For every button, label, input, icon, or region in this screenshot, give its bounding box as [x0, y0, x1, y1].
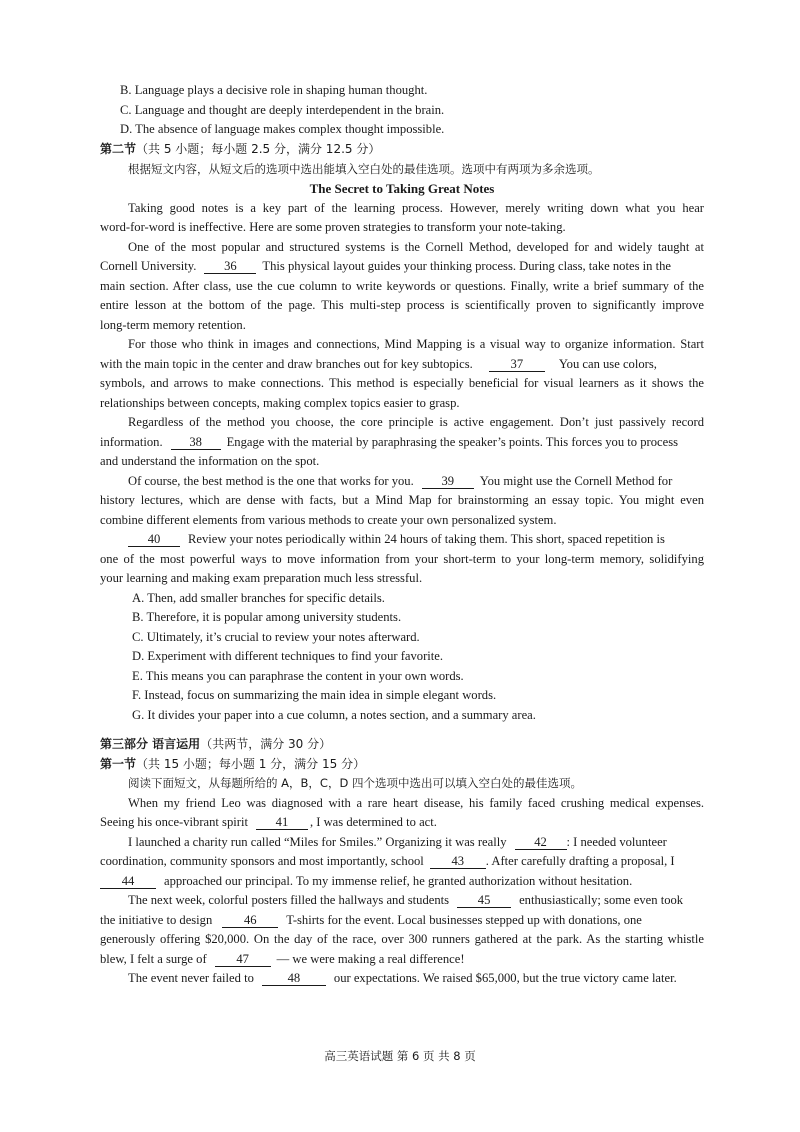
section2-instruction: 根据短文内容，从短文后的选项中选出能填入空白处的最佳选项。选项中有两项为多余选项。 [128, 162, 600, 176]
cloze-line [100, 872, 704, 890]
cloze-text: Seeing his once-vibrant spirit [100, 815, 248, 829]
passage-line: Taking good notes is a key part of the learning process. However, merely writing down what you hear [128, 201, 704, 215]
option-g: G. It divides your paper into a cue column, a notes section, and a summary area. [132, 708, 536, 722]
option-c: C. Ultimately, it’s crucial to review your notes afterward. [132, 630, 420, 644]
answer-blank: 47 [215, 952, 271, 967]
passage-line [128, 530, 704, 548]
passage-text: Review your notes periodically within 24 hours of taking them. This short, spaced repetition is [188, 532, 665, 546]
page-footer: 高三英语试题 第 6 页 共 8 页 [324, 1049, 476, 1063]
passage-text: with the main topic in the center and draw branches out for key subtopics. [100, 357, 473, 371]
cloze-line [128, 969, 704, 987]
answer-blank: 42 [515, 835, 567, 850]
passage-line: Regardless of the method you choose, the core principle is active engagement. Don’t just passively record [128, 415, 704, 429]
cloze-text: : I needed volunteer [566, 835, 667, 849]
section2-heading-label: 第二节 [100, 142, 137, 156]
passage-text: You can use colors, [558, 357, 657, 371]
cloze-text: enthusiastically; some even took [519, 893, 684, 907]
passage-line [100, 433, 704, 451]
answer-blank: 48 [262, 971, 326, 986]
answer-blank: 41 [256, 815, 308, 830]
cloze-text: T-shirts for the event. Local businesses stepped up with donations, one [286, 913, 642, 927]
answer-blank: 37 [489, 357, 545, 372]
prev-option-b: B. Language plays a decisive role in shaping human thought. [120, 83, 428, 97]
passage-line [100, 355, 704, 373]
passage-line: main section. After class, use the cue column to write keywords or questions. Finally, write a brief summary of the [100, 279, 704, 293]
part3-heading-label: 第三部分 语言运用 [100, 737, 201, 751]
option-b: B. Therefore, it is popular among university students. [132, 610, 402, 624]
passage-line [128, 472, 704, 490]
cloze-line [128, 891, 704, 909]
passage-line: history lectures, which are dense with facts, but a Mind Map for brainstorming an essay topic. You might even [100, 493, 704, 507]
passage-text: information. [100, 435, 163, 449]
passage-line: one of the most powerful ways to move information from your short-term to your long-term memory, solidifying [100, 552, 704, 566]
option-d: D. Experiment with different techniques to find your favorite. [132, 649, 444, 663]
cloze-text: coordination, community sponsors and most importantly, school [100, 854, 424, 868]
cloze-line: generously offering $20,000. On the day of the race, over 300 runners gathered at the park. As the starting whistle [100, 932, 704, 946]
answer-blank: 43 [430, 854, 486, 869]
option-f: F. Instead, focus on summarizing the main idea in simple elegant words. [132, 688, 497, 702]
cloze-text: approached our principal. To my immense relief, he granted authorization without hesitation. [164, 874, 633, 888]
cloze-line [128, 833, 704, 851]
cloze-line: When my friend Leo was diagnosed with a rare heart disease, his family faced crushing medical expenses. [128, 796, 704, 810]
answer-blank: 40 [128, 532, 180, 547]
cloze-text: blew, I felt a surge of [100, 952, 207, 966]
passage-text: Of course, the best method is the one that works for you. [128, 474, 414, 488]
passage-text: Engage with the material by paraphrasing the speaker’s points. This forces you to process [226, 435, 678, 449]
passage-line: One of the most popular and structured systems is the Cornell Method, developed for and widely taught at [128, 240, 704, 254]
passage-line: relationships between concepts, making complex topics easier to grasp. [100, 396, 460, 410]
part3-info: （共两节，满分 30 分） [200, 737, 332, 751]
cloze-text: — we were making a real difference! [276, 952, 465, 966]
answer-blank: 46 [222, 913, 278, 928]
section2-heading [100, 140, 704, 158]
part3-heading [100, 735, 704, 753]
cloze-text: , I was determined to act. [309, 815, 437, 829]
option-a: A. Then, add smaller branches for specific details. [132, 591, 385, 605]
passage-line: combine different elements from various methods to create your own personalized system. [100, 513, 557, 527]
answer-blank: 45 [457, 893, 511, 908]
cloze-text: the initiative to design [100, 913, 213, 927]
part3-section1-info: （共 15 小题；每小题 1 分，满分 15 分） [136, 757, 366, 771]
passage-line: symbols, and arrows to make connections. This method is especially beneficial for visual learners as it shows the [100, 376, 704, 390]
passage-line: entire lesson at the bottom of the page. This multi-step process is scientifically proven to significantly improve [100, 298, 704, 312]
cloze-line [100, 950, 704, 968]
cloze-line [100, 813, 704, 831]
passage-line: word-for-word is ineffective. Here are some proven strategies to transform your note-taking. [100, 220, 566, 234]
passage-line [100, 257, 704, 275]
cloze-text: The event never failed to [128, 971, 254, 985]
cloze-text: . After carefully drafting a proposal, I [485, 854, 675, 868]
answer-blank: 36 [204, 259, 256, 274]
option-e: E. This means you can paraphrase the content in your own words. [132, 669, 464, 683]
answer-blank: 38 [171, 435, 221, 450]
part3-instruction: 阅读下面短文，从每题所给的 A，B，C，D 四个选项中选出可以填入空白处的最佳选项。 [128, 776, 582, 790]
cloze-text: our expectations. We raised $65,000, but the true victory came later. [333, 971, 677, 985]
passage-title: The Secret to Taking Great Notes [309, 181, 495, 196]
part3-section1-label: 第一节 [100, 757, 137, 771]
cloze-line [100, 852, 704, 870]
section2-info: （共 5 小题；每小题 2.5 分，满分 12.5 分） [136, 142, 381, 156]
passage-line: your learning and making exam preparation much less stressful. [100, 571, 423, 585]
prev-option-d: D. The absence of language makes complex thought impossible. [120, 122, 445, 136]
cloze-text: I launched a charity run called “Miles for Smiles.” Organizing it was really [128, 835, 507, 849]
passage-text: Cornell University. [100, 259, 197, 273]
passage-text: You might use the Cornell Method for [479, 474, 673, 488]
passage-text: This physical layout guides your thinking process. During class, take notes in the [262, 259, 671, 273]
answer-blank: 44 [100, 874, 156, 889]
passage-line: and understand the information on the spot. [100, 454, 320, 468]
part3-section1-heading [100, 755, 704, 773]
cloze-line [100, 911, 704, 929]
cloze-text: The next week, colorful posters filled the hallways and students [128, 893, 450, 907]
prev-option-c: C. Language and thought are deeply interdependent in the brain. [120, 103, 445, 117]
passage-line: For those who think in images and connections, Mind Mapping is a visual way to organize information. Start [128, 337, 704, 351]
answer-blank: 39 [422, 474, 474, 489]
passage-line: long-term memory retention. [100, 318, 246, 332]
